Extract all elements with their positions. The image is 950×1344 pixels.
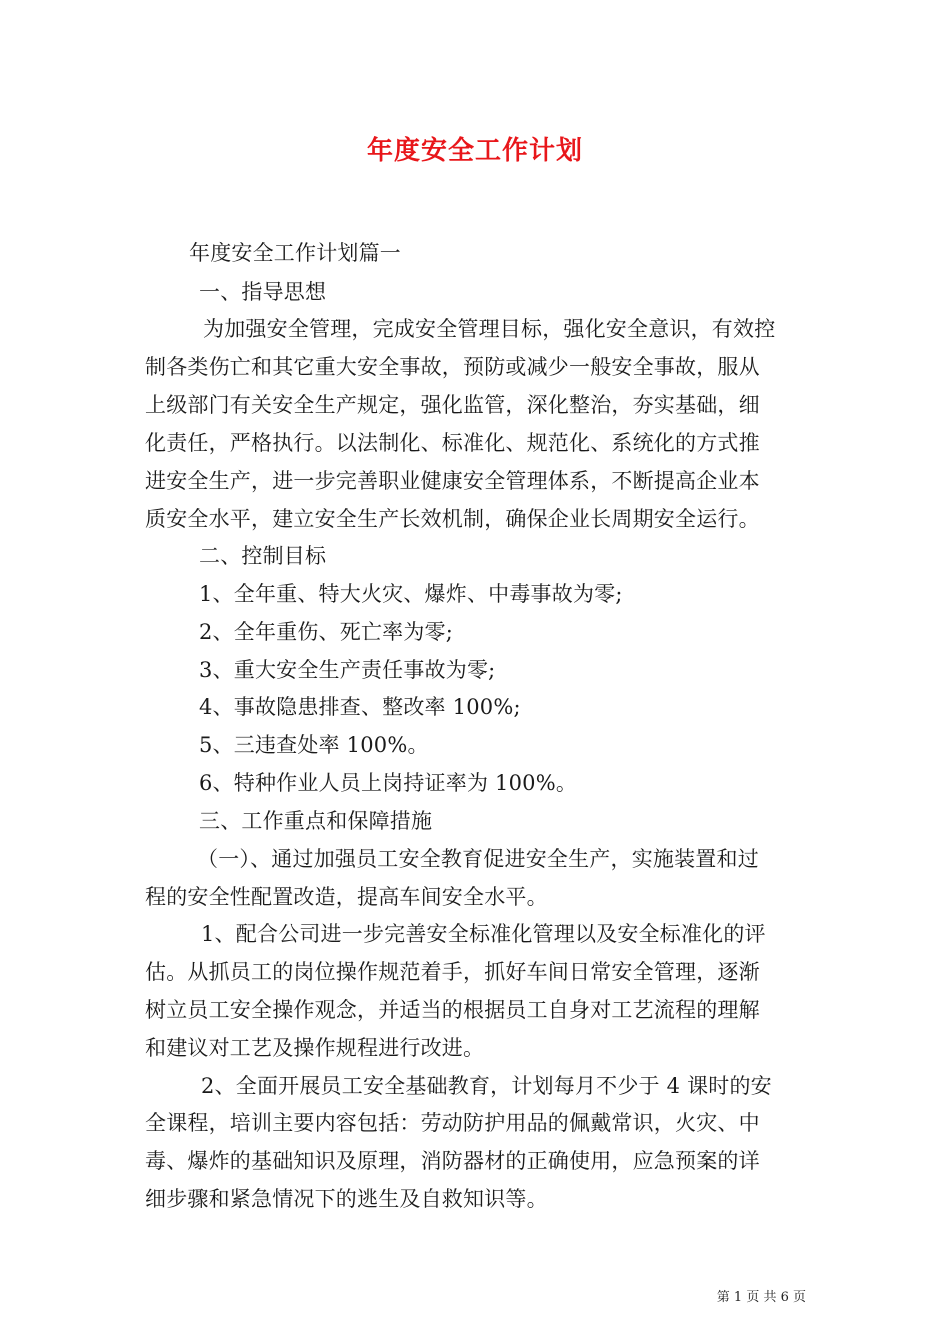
paragraph-line: 估。从抓员工的岗位操作规范着手，抓好车间日常安全管理，逐渐: [145, 960, 760, 984]
list-item: 3、重大安全生产责任事故为零;: [199, 658, 496, 682]
list-item: 6、特种作业人员上岗持证率为 100%。: [199, 771, 578, 795]
paragraph-line: 细步骤和紧急情况下的逃生及自救知识等。: [145, 1187, 548, 1211]
paragraph-line: 质安全水平，建立安全生产长效机制，确保企业长周期安全运行。: [145, 507, 760, 531]
paragraph-line: 化责任，严格执行。以法制化、标准化、规范化、系统化的方式推: [145, 431, 760, 455]
paragraph-line: 进安全生产，进一步完善职业健康安全管理体系，不断提高企业本: [145, 469, 760, 493]
paragraph-line: 全课程，培训主要内容包括：劳动防护用品的佩戴常识，火灾、中: [145, 1111, 760, 1135]
paragraph-line: 2、全面开展员工安全基础教育，计划每月不少于 4 课时的安: [201, 1074, 772, 1098]
paragraph-line: 上级部门有关安全生产规定，强化监管，深化整治，夯实基础，细: [145, 393, 760, 417]
list-item: 4、事故隐患排查、整改率 100%;: [199, 695, 521, 719]
paragraph-line: 树立员工安全操作观念，并适当的根据员工自身对工艺流程的理解: [145, 998, 760, 1022]
paragraph-line: 和建议对工艺及操作规程进行改进。: [145, 1036, 485, 1060]
page-number: 第 1 页 共 6 页: [716, 1290, 806, 1305]
paragraph-line: 为加强安全管理，完成安全管理目标，强化安全意识，有效控: [203, 317, 776, 341]
paragraph-line: 毒、爆炸的基础知识及原理，消防器材的正确使用，应急预案的详: [145, 1149, 760, 1173]
list-item: 2、全年重伤、死亡率为零;: [199, 620, 454, 644]
paragraph-line: 制各类伤亡和其它重大安全事故，预防或减少一般安全事故，服从: [145, 355, 760, 379]
section-heading: 年度安全工作计划篇一: [189, 241, 401, 265]
list-item: 5、三违查处率 100%。: [199, 733, 429, 757]
document-title: 年度安全工作计划: [366, 136, 583, 166]
heading-control-targets: 二、控制目标: [199, 544, 327, 568]
paragraph-line: （一）、通过加强员工安全教育促进安全生产，实施装置和过: [197, 847, 759, 871]
list-item: 1、全年重、特大火灾、爆炸、中毒事故为零;: [199, 582, 623, 606]
heading-key-work: 三、工作重点和保障措施: [199, 809, 433, 833]
paragraph-line: 1、配合公司进一步完善安全标准化管理以及安全标准化的评: [201, 922, 766, 946]
heading-guiding-ideology: 一、指导思想: [199, 280, 327, 304]
paragraph-line: 程的安全性配置改造，提高车间安全水平。: [145, 885, 548, 909]
